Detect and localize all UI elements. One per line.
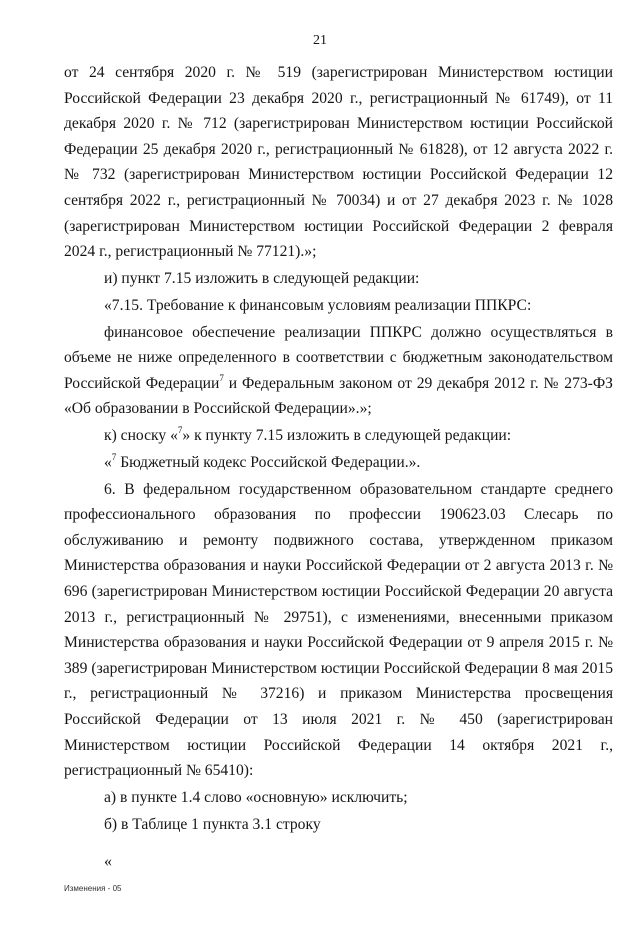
financial-support-law: и Федеральным законом от 29 декабря 2012 г. № 273-ФЗ «Об образовании в Российской Федерации».»;	[64, 374, 613, 418]
footnote-ref: 7	[219, 372, 224, 383]
paragraph-7-15-heading: «7.15. Требование к финансовым условиям реализации ППКРС:	[104, 296, 532, 314]
paragraph-footnote-text	[64, 450, 613, 476]
paragraph-section-6: 6. В федеральном государственном образовательном стандарте среднего профессионального образования по профессии 190623.03 Слесарь по обслуживанию и ремонту подвижного состава, утвержденном приказом Министерства образования и науки Российской Федерации от 2 августа 2013 г. № 696 (зарегистрирован Министерством юстиции Российской Федерации 20 августа 2013 г., регистрационный № 29751), с изменениями, внесенными приказом Министерства образования и науки Российской Федерации от 9 апреля 2015 г. № 389 (зарегистрирован Министерством юстиции Российской Федерации 8 мая 2015 г., регистрационный № 37216) и приказом Министерства просвещения Российской Федерации от 13 июля 2021 г. № 450 (зарегистрирован Министерством юстиции Российской Федерации 14 октября 2021 г., регистрационный № 65410):	[64, 480, 613, 780]
paragraph-item-a: а) в пункте 1.4 слово «основную» исключить;	[104, 788, 408, 806]
footnote-ref: 7	[177, 424, 183, 435]
paragraph-financial-support	[64, 320, 613, 422]
opening-quote-mark: «	[104, 853, 112, 870]
footnote-content: Бюджетный кодекс Российской Федерации.».	[116, 453, 421, 471]
paragraph-item-i: и) пункт 7.15 изложить в следующей редакции:	[104, 269, 420, 287]
item-k-text-end: » к пункту 7.15 изложить в следующей редакции:	[182, 427, 512, 445]
paragraph-item-k	[64, 423, 613, 449]
paragraph-item-b: б) в Таблице 1 пункта 3.1 строку	[104, 815, 321, 833]
document-body	[64, 60, 613, 837]
item-k-text-start: к) сноску «	[104, 427, 178, 445]
footnote-quote-open: «	[104, 453, 112, 471]
footer-revision-code: Изменения - 05	[64, 884, 122, 893]
footnote-ref: 7	[111, 451, 117, 462]
financial-support-text: финансовое обеспечение реализации ППКРС должно осуществляться в объеме не ниже определенного в соответствии с бюджетным законодательством Российской Федерации	[64, 323, 613, 392]
page-number: 21	[313, 33, 327, 48]
paragraph-registration-list: от 24 сентября 2020 г. № 519 (зарегистрирован Министерством юстиции Российской Федерации 23 декабря 2020 г., регистрационный № 61749), от 11 декабря 2020 г. № 712 (зарегистрирован Министерством юстиции Российской Федерации 25 декабря 2020 г., регистрационный № 61828), от 12 августа 2022 г. № 732 (зарегистрирован Министерством юстиции Российской Федерации 12 сентября 2022 г., регистрационный № 70034) и от 27 декабря 2023 г. № 1028 (зарегистрирован Министерством юстиции Российской Федерации 2 февраля 2024 г., регистрационный № 77121).»;	[64, 64, 613, 261]
